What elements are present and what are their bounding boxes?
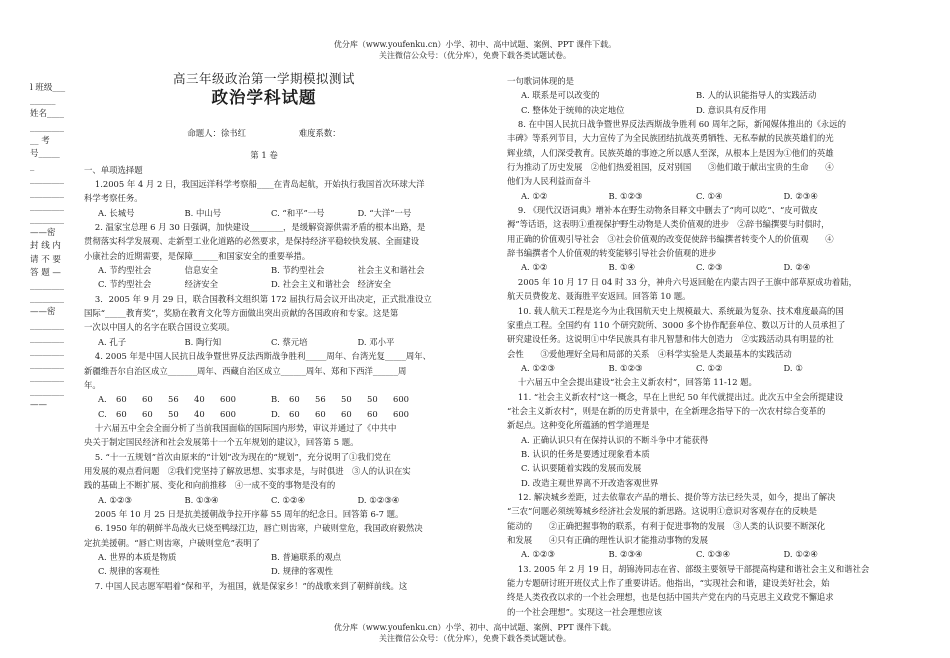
answer-option: B. 人的认识能指导人的实践活动 [696, 90, 817, 101]
answer-option: B. 中山号 [184, 207, 222, 218]
answer-option: D. 社会主义和谐社会 [271, 279, 350, 290]
option-value: 600 [393, 408, 409, 419]
question-text: 辞书编撰者个人价值观的转变能够引导社会价值观的进步 [507, 248, 717, 259]
question-text: 能力专题研讨班开班仪式上作了重要讲话。他指出，“实现社会和谐，建设美好社会，始 [507, 578, 830, 589]
margin-line: 姓名____ [30, 109, 65, 120]
answer-option: A. 孔子 [98, 336, 127, 347]
question-text: 践的基础上不断扩展、变化和向前推移 ④一成不变的事物是没有的 [84, 480, 336, 491]
answer-option: B. 节约型社会 [271, 265, 325, 276]
option-value: B. [271, 394, 280, 405]
answer-option: C. 节约型社会 [98, 279, 152, 290]
option-value: 40 [194, 394, 205, 405]
answer-option: C. ①② [696, 362, 723, 373]
option-value: D. [271, 408, 281, 419]
author-line [84, 126, 444, 140]
answer-option: B. ①③④ [184, 494, 219, 505]
answer-option: B. ①②③ [608, 190, 643, 201]
answer-option: C. ①④ [696, 190, 723, 201]
question-text: C. 认识要随着实践的发展而发展 [521, 463, 642, 474]
question-text: 研究建设任务。这说明①中华民族具有非凡智慧和伟大创造力 ②实践活动具有明显的社 [507, 334, 834, 345]
option-row [507, 361, 871, 375]
exam-subtitle: 高三年级政治第一学期模拟测试 [172, 71, 355, 86]
answer-option: C. 蔡元培 [271, 336, 308, 347]
margin-line: ——密 [30, 228, 56, 239]
answer-option: 经济安全 [184, 279, 218, 290]
footer-line-2: 关注微信公众号：（优分库），免费下载各类试题试卷。 [379, 634, 571, 643]
question-text: 6. 1950 年的朝鲜半岛战火已烧至鸭绿江边，唇亡则齿寒，户破则堂危，我国政府毅然决 [94, 523, 423, 534]
margin-line: ________ [30, 188, 64, 199]
option-value: 60 [341, 408, 352, 419]
option-value: 600 [393, 394, 409, 405]
question-text: 4. 2005 年是中国人民抗日战争暨世界反法西斯战争胜利_____周年、台湾光复_____周年、 [94, 351, 432, 362]
question-text: 十六届五中全会全面分析了当前我国面临的国际国内形势，审议并通过了《中共中 [94, 422, 397, 433]
answer-option: C. 整体处于统帅的决定地位 [521, 104, 625, 115]
question-text: 年。 [84, 379, 101, 390]
question-text: 航天员费俊龙、聂海胜平安返回。回答第 10 题。 [507, 291, 691, 302]
question-text: 会性 ③爱他理好全局和局部的关系 ④科学实验是人类最基本的实践活动 [507, 348, 792, 359]
margin-line: —— [30, 399, 47, 410]
question-text: 9. 《现代汉语词典》增补本在野生动物条目释文中删去了“肉可以吃”、“皮可做皮 [517, 205, 818, 216]
option-value: 60 [116, 408, 127, 419]
option-value: A. [98, 394, 107, 405]
question-text: 他们为人民利益而奋斗 [507, 176, 591, 187]
question-text: “三农”问题必须统筹城乡经济社会发展的新思路。这说明①意识对客观存在的反映是 [507, 506, 818, 517]
question-text: 丰碑》等系列节目，大力宣传了为全民族团结抗战英勇牺牲、无私奉献的民族英雄们的光 [507, 133, 834, 144]
question-text: 2005 年 10 月 25 日是抗美援朝战争拉开序幕 55 周年的纪念日。回答第 6-7 题。 [94, 508, 404, 519]
answer-option: 经济安全 [357, 279, 391, 290]
question-text: 2005 年 10 月 17 日 04 时 33 分，神舟六号返回舱在内蒙古四子王旗中部草原成功着陆， [517, 276, 858, 287]
question-text: 家重点工程。全国约有 110 个研究院所、3000 多个协作配套单位、数以万计的人员承担了 [507, 319, 846, 330]
option-value: 60 [142, 408, 153, 419]
option-row [507, 189, 871, 203]
footer-line-1: 优分库（www.youfenku.cn）小学、初中、高中试题、案例、PPT 课件下载。 [333, 623, 617, 632]
option-value: 600 [220, 394, 236, 405]
question-text: 小康社会的近期需要，是保障______和国家安全的重要举措。 [84, 250, 311, 261]
answer-option: D. 意识具有反作用 [696, 104, 767, 115]
exam-title: 政治学科试题 [211, 88, 317, 107]
question-text: 定抗美援朝。“唇亡则齿寒，户破则堂危”表明了 [84, 537, 261, 548]
question-text: 一句歌词体现的是 [507, 76, 574, 86]
answer-option: C. “和平”一号 [271, 207, 325, 218]
question-text: 央关于制定国民经济和社会发展第十一个五年规划的建议》，回答第 5 题。 [84, 437, 359, 448]
question-text: 国际“_____教育奖”，奖励在教育文化等方面做出突出贡献的各国政府和专家。这是第 [84, 308, 399, 319]
answer-option [271, 407, 444, 421]
answer-option: A. ①②③ [521, 362, 555, 373]
question-text: 1.2005 年 4 月 2 日，我国远洋科学考察船____在青岛起航，开始执行我国首次环球大洋 [94, 179, 425, 190]
margin-line: ________ [30, 320, 64, 331]
author-label: 命题人：徐书红 [187, 128, 247, 138]
question-text: D. 改造主观世界离不开改造客观世界 [521, 477, 659, 488]
answer-option: B. 陶行知 [184, 336, 222, 347]
margin-line: ________ [30, 201, 64, 212]
question-text: 科学考察任务。 [84, 193, 143, 204]
answer-option: A. 长城号 [98, 207, 135, 218]
option-value: 50 [367, 394, 378, 405]
left-questions [84, 177, 444, 593]
answer-option: A. ①②③ [98, 494, 132, 505]
answer-option: 信息安全 [184, 265, 218, 276]
question-text: 用正确的价值观引导社会 ③社会价值观的改变促使辞书编撰者转变个人的价值观 ④ [507, 233, 834, 244]
option-row [507, 260, 871, 274]
option-value: 60 [116, 394, 127, 405]
answer-option: C. ②③ [696, 262, 723, 273]
margin-line: __ 考 [30, 135, 50, 146]
option-value: 60 [289, 394, 300, 405]
question-text: 8. 在中国人民抗日战争暨世界反法西斯战争胜利 60 周年之际，新闻媒体推出的《永远的 [517, 119, 847, 130]
option-value: 600 [220, 408, 236, 419]
answer-option: B. 普遍联系的观点 [271, 551, 342, 562]
margin-line: 答 题 — [30, 267, 61, 278]
margin-line: 号_____ [30, 149, 60, 160]
question-text: 一次以中国人的名字在联合国设立奖项。 [84, 322, 235, 333]
question-text: 新疆维吾尔自治区成立_______周年、西藏自治区成立______周年、郑和下西洋______周 [84, 365, 407, 376]
question-text: 贯彻落实科学发展观、走新型工业化道路的必然要求，是保持经济平稳较快发展、全面建设 [84, 236, 419, 247]
option-value: 56 [168, 394, 179, 405]
question-text: 11. “社会主义新农村”这一概念，早在上世纪 50 年代就提出过。此次五中全会所提建设 [517, 391, 844, 402]
option-row [84, 277, 444, 291]
answer-option: A. ①② [521, 262, 548, 273]
header-line-1: 优分库（www.youfenku.cn）小学、初中、高中试题、案例、PPT 课件下载。 [333, 40, 617, 49]
right-questions [507, 74, 871, 619]
answer-option [271, 392, 444, 406]
option-row [84, 550, 444, 564]
answer-option: A. 联系是可以改变的 [521, 90, 600, 101]
option-value: 60 [142, 394, 153, 405]
question-text: 终是人类孜孜以求的一个社会理想，也是包括中国共产党在内的马克思主义政党不懈追求 [507, 592, 834, 603]
margin-line: ________ [30, 122, 64, 133]
question-text: 7. 中国人民志愿军唱着“保和平，为祖国，就是保家乡！”的战歌来到了朝鲜前线。这 [94, 580, 408, 591]
option-row [84, 392, 444, 406]
question-text: 的一个社会理想”。实现这一社会理想应该 [507, 606, 663, 617]
answer-option [98, 392, 271, 406]
answer-option: C. 规律的客观性 [98, 566, 160, 577]
option-value: 56 [315, 394, 326, 405]
answer-option: D. ①②③④ [357, 494, 400, 505]
question-text: B. 认识的任务是要透过现象看本质 [521, 448, 650, 459]
answer-option: C. ①③④ [696, 549, 730, 560]
question-text: 用发展的观点看问题 ②我们党坚持了解放思想、实事求是，与时俱进 ③人的认识在实 [84, 465, 411, 476]
margin-line: ________ [30, 294, 64, 305]
option-value: 50 [168, 408, 179, 419]
margin-line: ________ [30, 386, 64, 397]
option-row [84, 206, 444, 220]
answer-option: A. 节约型社会 [98, 265, 152, 276]
margin-line: ________ [30, 360, 64, 371]
option-row [84, 335, 444, 349]
margin-line: ________ [30, 333, 64, 344]
answer-option: A. 世界的本质是物质 [98, 551, 177, 562]
question-text: 十六届五中全会提出建设“社会主义新农村”，回答第 11-12 题。 [517, 377, 757, 388]
question-text: 和发展 ④只有正确的理性认识才能推动事物的发展 [507, 535, 708, 545]
option-row [84, 493, 444, 507]
option-value: C. [98, 408, 107, 419]
question-text: A. 正确认识只有在保持认识的不断斗争中才能获得 [521, 434, 709, 445]
answer-option: B. ①②③ [608, 362, 643, 373]
question-text: 3．2005 年 9 月 29 日，联合国教科文组织第 172 届执行局会议开出决定，正式批准设立 [94, 293, 432, 304]
answer-option: D. 规律的客观性 [271, 566, 333, 577]
margin-line: ______ [30, 96, 56, 107]
answer-option [98, 407, 271, 421]
margin-line: 封 线 内 [30, 241, 61, 252]
answer-option: D. ②③④ [783, 190, 818, 201]
answer-option: D. ① [783, 362, 803, 373]
margin-line: ________ [30, 373, 64, 384]
option-value: 40 [194, 408, 205, 419]
option-value: 60 [289, 408, 300, 419]
question-text: 辉业绩，人们深受教育。民族英雄的事迹之所以感人至深，从根本上是因为①他们的英雄 [507, 147, 834, 158]
right-column [507, 74, 871, 619]
volume-label: 第 1 卷 [250, 150, 278, 161]
difficulty-label: 难度系数： [298, 128, 341, 138]
header-line-2: 关注微信公众号：（优分库），免费下载各类试题试卷。 [379, 51, 571, 60]
question-text: 12. 解决城乡差距，过去依靠农产品的增长、提价等方法已经失灵，如今，提出了解决 [517, 491, 836, 502]
question-text: 5. “十一五规划”首次由原来的“计划”改为现在的“规划”，充分说明了①我们党在 [94, 451, 391, 462]
option-value: 50 [341, 394, 352, 405]
option-value: 60 [367, 408, 378, 419]
question-text: 13. 2005 年 2 月 19 日，胡锦涛同志在省、部级主要领导干部提高构建和谐社会主义和谐社会 [517, 563, 870, 574]
answer-option: D. “大洋”一号 [357, 207, 412, 218]
margin-line: ________ [30, 175, 64, 186]
margin-line: l 班级___ [30, 83, 66, 93]
question-text: 2. 温家宝总理 6 月 30 日强调，加快建设________，是缓解资源供需矛盾的根本出路，是 [94, 222, 426, 233]
question-text: 新起点。这种变化所蕴涵的哲学道理是 [507, 420, 650, 431]
option-row [84, 263, 444, 277]
answer-option: D. ①②④ [783, 549, 818, 560]
option-row [507, 547, 871, 561]
answer-option: C. ①②④ [271, 494, 305, 505]
question-text: 行为推动了历史发展 ②他们热爱祖国，反对别国 ③他们敢于献出宝贵的生命 ④ [507, 162, 834, 173]
binding-margin [30, 82, 74, 412]
question-text: “社会主义新农村”，则是在新的历史背景中，在全新理念指导下的一次农村综合变革的 [507, 405, 826, 416]
left-column [84, 70, 444, 593]
margin-line: _ [30, 162, 35, 173]
page-footer [0, 622, 950, 644]
page-header [0, 39, 950, 61]
answer-option: B. ②③④ [608, 549, 643, 560]
question-text: 10. 载人航天工程是迄今为止我国航天史上规模最大、系统最为复杂、技术难度最高的国 [517, 305, 844, 316]
answer-option: A. ①② [521, 190, 548, 201]
option-row [507, 88, 871, 102]
question-text: 能动的 ②正确把握事物的联系，有利于促进事物的发展 ③人类的认识要不断深化 [507, 520, 826, 531]
option-row [84, 407, 444, 421]
answer-option: D. 邓小平 [357, 336, 395, 347]
margin-line: ________ [30, 281, 64, 292]
question-text: 褥”等话语，这表明①重视保护野生动物是人类价值观的进步 ②辞书编撰要与时俱时， [507, 219, 830, 230]
margin-line: ——密 [30, 307, 56, 318]
answer-option: D. ②④ [783, 262, 811, 273]
section-heading: 一、单项选择题 [84, 164, 143, 175]
answer-option: 社会主义和谐社会 [357, 265, 425, 276]
option-row [84, 564, 444, 578]
margin-line: 请 不 要 [30, 254, 61, 265]
margin-line: ________ [30, 347, 64, 358]
margin-line: ________ [30, 215, 64, 226]
option-row [507, 103, 871, 117]
answer-option: A. ①②③ [521, 549, 555, 560]
answer-option: B. ①④ [608, 262, 635, 273]
option-value: 60 [315, 408, 326, 419]
